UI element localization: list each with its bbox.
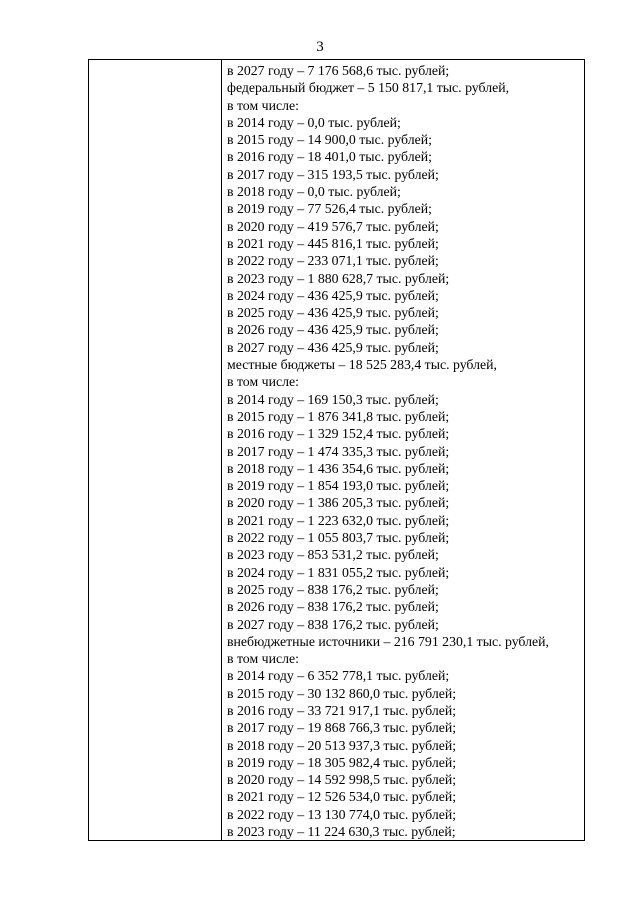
table-line: в 2020 году – 14 592 998,5 тыс. рублей; bbox=[227, 772, 457, 788]
table-right-cell bbox=[222, 60, 584, 840]
table-line: в 2025 году – 838 176,2 тыс. рублей; bbox=[227, 581, 439, 597]
table-line: в 2023 году – 1 880 628,7 тыс. рублей; bbox=[227, 270, 450, 286]
table-line: в 2016 году – 33 721 917,1 тыс. рублей; bbox=[227, 702, 457, 718]
table-line: в 2014 году – 169 150,3 тыс. рублей; bbox=[227, 391, 439, 407]
table-line: в 2022 году – 233 071,1 тыс. рублей; bbox=[227, 253, 439, 269]
table-line: в 2026 году – 838 176,2 тыс. рублей; bbox=[227, 599, 439, 615]
table-line: в 2015 году – 1 876 341,8 тыс. рублей; bbox=[227, 408, 450, 424]
table-line: в 2019 году – 77 526,4 тыс. рублей; bbox=[227, 201, 432, 217]
table-line: в 2017 году – 315 193,5 тыс. рублей; bbox=[227, 166, 439, 182]
table-line: в 2024 году – 1 831 055,2 тыс. рублей; bbox=[227, 564, 450, 580]
table-line: федеральный бюджет – 5 150 817,1 тыс. рублей, bbox=[227, 80, 510, 96]
funding-table bbox=[88, 59, 585, 841]
table-line: в 2017 году – 19 868 766,3 тыс. рублей; bbox=[227, 720, 457, 736]
table-line: в том числе: bbox=[227, 374, 299, 390]
table-line: в 2021 году – 12 526 534,0 тыс. рублей; bbox=[227, 789, 457, 805]
page-number: 3 bbox=[316, 39, 324, 55]
table-line: в 2018 году – 20 513 937,3 тыс. рублей; bbox=[227, 737, 457, 753]
table-line: внебюджетные источники – 216 791 230,1 тыс. рублей, bbox=[227, 633, 549, 649]
table-line: в 2027 году – 838 176,2 тыс. рублей; bbox=[227, 616, 439, 632]
table-line: в 2024 году – 436 425,9 тыс. рублей; bbox=[227, 287, 439, 303]
table-line: в 2022 году – 1 055 803,7 тыс. рублей; bbox=[227, 530, 450, 546]
table-line: в 2021 году – 445 816,1 тыс. рублей; bbox=[227, 235, 439, 251]
table-line: в 2018 году – 0,0 тыс. рублей; bbox=[227, 184, 401, 200]
table-line: в 2023 году – 853 531,2 тыс. рублей; bbox=[227, 547, 439, 563]
table-line: в 2015 году – 30 132 860,0 тыс. рублей; bbox=[227, 685, 457, 701]
table-line: местные бюджеты – 18 525 283,4 тыс. рублей, bbox=[227, 357, 497, 373]
table-line: в 2022 году – 13 130 774,0 тыс. рублей; bbox=[227, 806, 457, 822]
table-line: в том числе: bbox=[227, 651, 299, 667]
table-line: в 2021 году – 1 223 632,0 тыс. рублей; bbox=[227, 512, 450, 528]
table-line: в 2019 году – 18 305 982,4 тыс. рублей; bbox=[227, 754, 457, 770]
table-line: в 2014 году – 0,0 тыс. рублей; bbox=[227, 114, 401, 130]
table-line: в 2016 году – 18 401,0 тыс. рублей; bbox=[227, 149, 432, 165]
table-line: в 2026 году – 436 425,9 тыс. рублей; bbox=[227, 322, 439, 338]
table-line: в том числе: bbox=[227, 97, 299, 113]
table-line: в 2019 году – 1 854 193,0 тыс. рублей; bbox=[227, 478, 450, 494]
table-line: в 2023 году – 11 224 630,3 тыс. рублей; bbox=[227, 824, 456, 840]
table-line: в 2014 году – 6 352 778,1 тыс. рублей; bbox=[227, 668, 450, 684]
table-left-cell bbox=[89, 60, 222, 840]
table-line: в 2016 году – 1 329 152,4 тыс. рублей; bbox=[227, 426, 450, 442]
table-line: в 2027 году – 7 176 568,6 тыс. рублей; bbox=[227, 63, 450, 78]
table-line: в 2027 году – 436 425,9 тыс. рублей; bbox=[227, 339, 439, 355]
table-line: в 2015 году – 14 900,0 тыс. рублей; bbox=[227, 132, 432, 148]
table-line: в 2017 году – 1 474 335,3 тыс. рублей; bbox=[227, 443, 450, 459]
table-line: в 2018 году – 1 436 354,6 тыс. рублей; bbox=[227, 460, 450, 476]
table-line: в 2025 году – 436 425,9 тыс. рублей; bbox=[227, 305, 439, 321]
table-line: в 2020 году – 1 386 205,3 тыс. рублей; bbox=[227, 495, 450, 511]
table-line: в 2020 году – 419 576,7 тыс. рублей; bbox=[227, 218, 439, 234]
